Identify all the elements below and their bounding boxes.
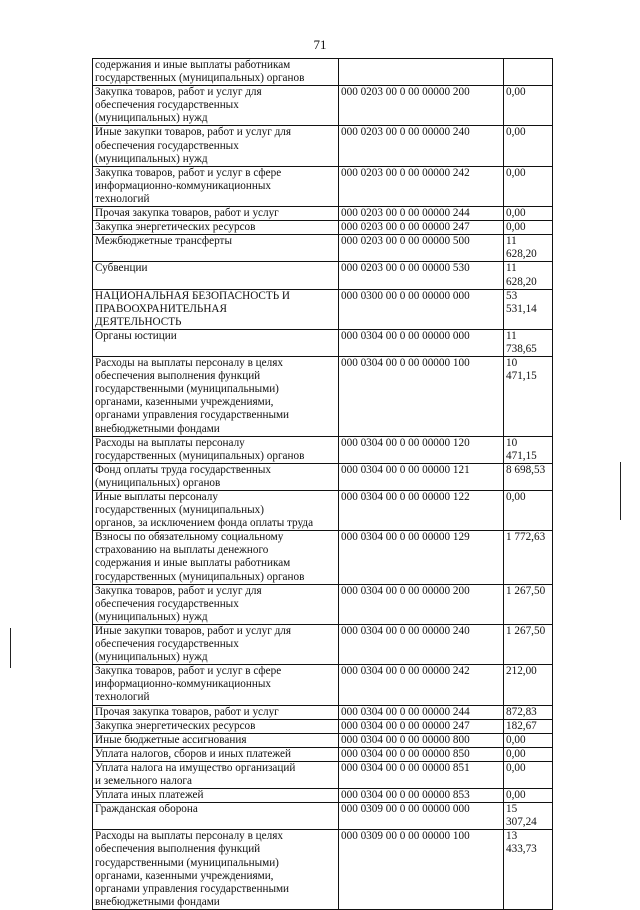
row-name-cell: Закупка товаров, работ и услуг для обеспечения государственных (муниципальных) нужд — [93, 584, 339, 624]
row-amount-cell: 53 531,14 — [504, 289, 553, 329]
row-name-cell: Иные выплаты персоналу государственных (муниципальных) органов, за исключением фонда оплаты труда — [93, 491, 339, 531]
row-code-cell: 000 0203 00 0 00 00000 530 — [339, 262, 504, 289]
row-code-cell: 000 0304 00 0 00 00000 200 — [339, 584, 504, 624]
row-code-cell: 000 0203 00 0 00 00000 500 — [339, 235, 504, 262]
budget-table — [92, 58, 553, 910]
row-amount-cell: 212,00 — [504, 665, 553, 705]
table-row — [93, 289, 553, 329]
row-name-cell: Закупка товаров, работ и услуг в сфере информационно-коммуникационных технологий — [93, 665, 339, 705]
row-code-cell: 000 0304 00 0 00 00000 851 — [339, 761, 504, 788]
row-name-cell: Фонд оплаты труда государственных (муниципальных) органов — [93, 463, 339, 490]
margin-mark-left — [10, 628, 11, 668]
row-code-cell: 000 0309 00 0 00 00000 000 — [339, 803, 504, 830]
table-row — [93, 207, 553, 221]
table-row — [93, 830, 553, 910]
row-code-cell: 000 0304 00 0 00 00000 800 — [339, 733, 504, 747]
row-amount-cell: 10 471,15 — [504, 357, 553, 437]
row-code-cell: 000 0203 00 0 00 00000 247 — [339, 221, 504, 235]
row-name-cell: Гражданская оборона — [93, 803, 339, 830]
row-amount-cell: 11 628,20 — [504, 262, 553, 289]
row-amount-cell: 0,00 — [504, 789, 553, 803]
budget-table-body — [93, 59, 553, 910]
table-row — [93, 329, 553, 356]
row-amount-cell: 872,83 — [504, 705, 553, 719]
row-amount-cell: 0,00 — [504, 86, 553, 126]
row-name-cell: Расходы на выплаты персоналу в целях обеспечения выполнения функций государственными (муниципальными) органами, казенными учреждениями, органами управления государственными внебюджетными фондами — [93, 830, 339, 910]
row-name-cell: Закупка товаров, работ и услуг для обеспечения государственных (муниципальных) нужд — [93, 86, 339, 126]
table-row — [93, 531, 553, 584]
row-name-cell: Расходы на выплаты персоналу в целях обеспечения выполнения функций государственными (муниципальными) органами, казенными учреждениями, органами управления государственными внебюджетными фондами — [93, 357, 339, 437]
row-amount-cell: 1 772,63 — [504, 531, 553, 584]
row-name-cell: Прочая закупка товаров, работ и услуг — [93, 705, 339, 719]
table-row — [93, 126, 553, 166]
table-row — [93, 221, 553, 235]
table-row — [93, 803, 553, 830]
row-name-cell: содержания и иные выплаты работникам государственных (муниципальных) органов — [93, 59, 339, 86]
row-name-cell: Иные закупки товаров, работ и услуг для обеспечения государственных (муниципальных) нужд — [93, 126, 339, 166]
row-amount-cell: 11 738,65 — [504, 329, 553, 356]
row-name-cell: Прочая закупка товаров, работ и услуг — [93, 207, 339, 221]
row-code-cell: 000 0304 00 0 00 00000 121 — [339, 463, 504, 490]
table-row — [93, 705, 553, 719]
margin-mark-right — [620, 462, 621, 520]
row-code-cell: 000 0309 00 0 00 00000 100 — [339, 830, 504, 910]
row-amount-cell: 10 471,15 — [504, 436, 553, 463]
row-name-cell: НАЦИОНАЛЬНАЯ БЕЗОПАСНОСТЬ И ПРАВООХРАНИТЕЛЬНАЯ ДЕЯТЕЛЬНОСТЬ — [93, 289, 339, 329]
row-amount-cell: 1 267,50 — [504, 584, 553, 624]
row-code-cell: 000 0203 00 0 00 00000 244 — [339, 207, 504, 221]
row-name-cell: Взносы по обязательному социальному страхованию на выплаты денежного содержания и иные выплаты работникам государственных (муниципальных) органов — [93, 531, 339, 584]
table-row — [93, 584, 553, 624]
row-amount-cell: 0,00 — [504, 733, 553, 747]
table-row — [93, 59, 553, 86]
row-name-cell: Иные закупки товаров, работ и услуг для обеспечения государственных (муниципальных) нужд — [93, 624, 339, 664]
row-code-cell: 000 0304 00 0 00 00000 129 — [339, 531, 504, 584]
row-name-cell: Уплата налогов, сборов и иных платежей — [93, 747, 339, 761]
table-row — [93, 463, 553, 490]
row-amount-cell — [504, 59, 553, 86]
row-name-cell: Закупка товаров, работ и услуг в сфере информационно-коммуникационных технологий — [93, 166, 339, 206]
row-code-cell: 000 0304 00 0 00 00000 242 — [339, 665, 504, 705]
row-code-cell: 000 0203 00 0 00 00000 200 — [339, 86, 504, 126]
row-amount-cell: 0,00 — [504, 221, 553, 235]
row-code-cell: 000 0203 00 0 00 00000 242 — [339, 166, 504, 206]
row-amount-cell: 182,67 — [504, 719, 553, 733]
page-number: 71 — [313, 37, 327, 52]
table-row — [93, 733, 553, 747]
row-name-cell: Расходы на выплаты персоналу государственных (муниципальных) органов — [93, 436, 339, 463]
row-code-cell: 000 0304 00 0 00 00000 853 — [339, 789, 504, 803]
row-code-cell: 000 0304 00 0 00 00000 000 — [339, 329, 504, 356]
row-code-cell: 000 0203 00 0 00 00000 240 — [339, 126, 504, 166]
table-row — [93, 747, 553, 761]
table-row — [93, 166, 553, 206]
table-row — [93, 436, 553, 463]
row-name-cell: Органы юстиции — [93, 329, 339, 356]
row-amount-cell: 0,00 — [504, 207, 553, 221]
row-code-cell: 000 0304 00 0 00 00000 120 — [339, 436, 504, 463]
row-name-cell: Иные бюджетные ассигнования — [93, 733, 339, 747]
row-name-cell: Уплата иных платежей — [93, 789, 339, 803]
row-amount-cell: 0,00 — [504, 166, 553, 206]
row-amount-cell: 8 698,53 — [504, 463, 553, 490]
row-name-cell: Субвенции — [93, 262, 339, 289]
row-amount-cell: 0,00 — [504, 491, 553, 531]
table-row — [93, 719, 553, 733]
row-code-cell: 000 0304 00 0 00 00000 244 — [339, 705, 504, 719]
table-row — [93, 235, 553, 262]
row-amount-cell: 0,00 — [504, 126, 553, 166]
table-row — [93, 262, 553, 289]
row-code-cell: 000 0304 00 0 00 00000 850 — [339, 747, 504, 761]
table-row — [93, 624, 553, 664]
table-row — [93, 86, 553, 126]
row-code-cell: 000 0304 00 0 00 00000 247 — [339, 719, 504, 733]
table-row — [93, 491, 553, 531]
row-amount-cell: 1 267,50 — [504, 624, 553, 664]
row-code-cell: 000 0300 00 0 00 00000 000 — [339, 289, 504, 329]
row-code-cell — [339, 59, 504, 86]
table-row — [93, 789, 553, 803]
row-name-cell: Межбюджетные трансферты — [93, 235, 339, 262]
row-code-cell: 000 0304 00 0 00 00000 240 — [339, 624, 504, 664]
row-code-cell: 000 0304 00 0 00 00000 122 — [339, 491, 504, 531]
row-code-cell: 000 0304 00 0 00 00000 100 — [339, 357, 504, 437]
row-amount-cell: 0,00 — [504, 761, 553, 788]
row-amount-cell: 13 433,73 — [504, 830, 553, 910]
table-row — [93, 357, 553, 437]
row-name-cell: Закупка энергетических ресурсов — [93, 719, 339, 733]
row-amount-cell: 11 628,20 — [504, 235, 553, 262]
row-name-cell: Уплата налога на имущество организаций и земельного налога — [93, 761, 339, 788]
row-name-cell: Закупка энергетических ресурсов — [93, 221, 339, 235]
row-amount-cell: 15 307,24 — [504, 803, 553, 830]
table-row — [93, 665, 553, 705]
row-amount-cell: 0,00 — [504, 747, 553, 761]
table-row — [93, 761, 553, 788]
